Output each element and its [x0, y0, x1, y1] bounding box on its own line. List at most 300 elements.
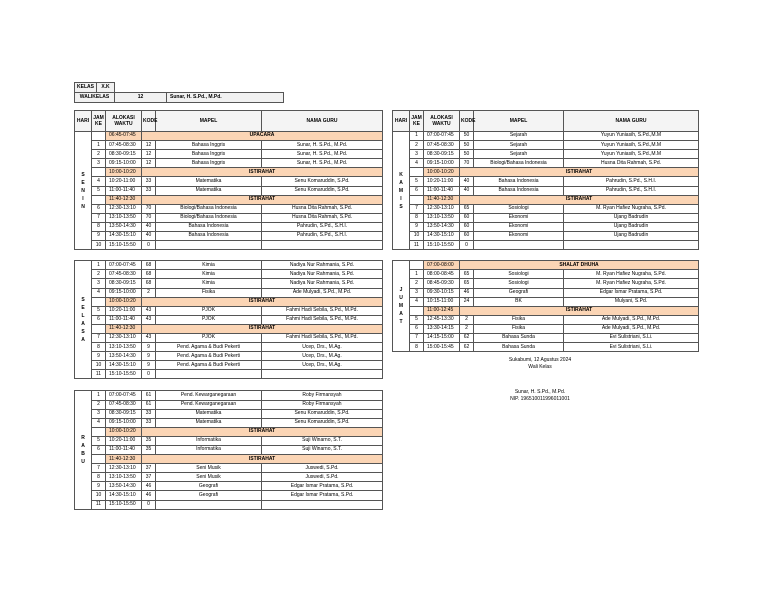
break-label: ISTIRAHAT — [142, 297, 383, 306]
jam-ke: 4 — [92, 418, 106, 427]
jam-ke: 3 — [410, 288, 424, 297]
jam-ke: 6 — [92, 315, 106, 324]
mapel: Sejarah — [474, 141, 564, 150]
jam-ke: 5 — [410, 315, 424, 324]
table-row — [393, 204, 699, 213]
jam-ke: 7 — [92, 464, 106, 473]
jam-ke: 8 — [92, 473, 106, 482]
nama-guru: Yuyun Yuniasih, S.Pd.,M.M — [564, 141, 699, 150]
alokasi-waktu: 13:50-14:30 — [106, 352, 142, 361]
nama-guru: Husna Dita Rahmah, S.Pd. — [564, 159, 699, 168]
kode: 46 — [142, 482, 156, 491]
mapel: Pend. Agama & Budi Pekerti — [156, 343, 262, 352]
jam-ke: 1 — [92, 261, 106, 270]
table-row — [75, 241, 383, 250]
nama-guru: Suji Winarno, S.T. — [262, 436, 383, 445]
kode: 40 — [460, 186, 474, 195]
jam-ke: 7 — [410, 204, 424, 213]
day-label-rabu: R A B U — [75, 391, 92, 509]
mapel: Matematika — [156, 177, 262, 186]
alokasi-waktu: 13:50-14:30 — [424, 222, 460, 231]
nama-guru: Ucep, Drs., M.Ag. — [262, 343, 383, 352]
kode: 50 — [460, 150, 474, 159]
alokasi-waktu: 14:30-15:10 — [106, 491, 142, 500]
jam-ke: 7 — [410, 333, 424, 342]
table-row — [393, 270, 699, 279]
jam-ke: 1 — [410, 270, 424, 279]
table-row — [75, 464, 383, 473]
nama-guru: M. Ryan Hafiez Nugraha, S.Pd. — [564, 279, 699, 288]
table-row — [75, 270, 383, 279]
nama-guru: Ade Mulyadi, S.Pd., M.Pd. — [564, 324, 699, 333]
alokasi-waktu: 11:40-12:30 — [106, 455, 142, 464]
day-spacer — [393, 250, 699, 261]
kode: 0 — [142, 370, 156, 379]
signature-name: Sunar, H. S.Pd., M.Pd. — [514, 389, 566, 395]
alokasi-waktu: 07:45-08:30 — [106, 270, 142, 279]
schedule-table-left — [74, 110, 383, 510]
kode: 9 — [142, 352, 156, 361]
nama-guru: Senu Komaruddin, S.Pd. — [262, 186, 383, 195]
mapel: Matematika — [156, 409, 262, 418]
jam-ke — [410, 168, 424, 177]
alokasi-waktu: 15:10-15:50 — [106, 370, 142, 379]
mapel: Informatika — [156, 436, 262, 445]
jam-ke: 4 — [92, 288, 106, 297]
jam-ke: 5 — [92, 436, 106, 445]
table-row — [75, 222, 383, 231]
walikelas-number: 12 — [115, 93, 167, 103]
alokasi-waktu: 07:45-08:30 — [106, 400, 142, 409]
kode: 12 — [142, 141, 156, 150]
nama-guru: Husna Dita Rahmah, S.Pd. — [262, 204, 383, 213]
alokasi-waktu: 15:10-15:50 — [106, 500, 142, 509]
mapel: Biologi/Bahasa Indonesia — [156, 204, 262, 213]
jam-ke: 8 — [410, 343, 424, 352]
day-spacer — [75, 379, 383, 391]
jam-ke: 2 — [410, 279, 424, 288]
alokasi-waktu: 11:00-12:45 — [424, 306, 460, 315]
nama-guru: Edgar Ismar Pratama, S.Pd. — [262, 491, 383, 500]
table-row — [393, 159, 699, 168]
signature-role: Wali Kelas — [528, 364, 552, 370]
mapel — [156, 500, 262, 509]
header-alokasi: ALOKASI WAKTU — [106, 111, 142, 132]
header-mapel: MAPEL — [156, 111, 262, 132]
alokasi-waktu: 07:00-08:00 — [424, 261, 460, 270]
table-row — [393, 288, 699, 297]
kode: 50 — [460, 141, 474, 150]
mapel: PJOK — [156, 315, 262, 324]
jam-ke: 7 — [92, 213, 106, 222]
table-row — [75, 473, 383, 482]
nama-guru: Roby Firmansyah — [262, 400, 383, 409]
jam-ke: 9 — [92, 482, 106, 491]
alokasi-waktu: 11:00-11:40 — [106, 186, 142, 195]
alokasi-waktu: 08:00-08:45 — [424, 270, 460, 279]
alokasi-waktu: 08:30-09:15 — [424, 150, 460, 159]
nama-guru: Fahmi Hadi Sebila, S.Pd., M.Pd. — [262, 306, 383, 315]
table-row — [393, 297, 699, 306]
alokasi-waktu: 13:10-13:50 — [106, 473, 142, 482]
mapel: Bahasa Inggris — [156, 141, 262, 150]
kode: 60 — [460, 222, 474, 231]
mapel: Bahasa Sunda — [474, 333, 564, 342]
kode: 43 — [142, 306, 156, 315]
table-row — [393, 132, 699, 141]
mapel: Seni Musik — [156, 473, 262, 482]
break-label: ISTIRAHAT — [142, 324, 383, 333]
jam-ke — [92, 324, 106, 333]
alokasi-waktu: 13:10-13:50 — [106, 213, 142, 222]
table-row — [75, 195, 383, 204]
alokasi-waktu: 11:40-12:30 — [424, 195, 460, 204]
mapel: Bahasa Inggris — [156, 159, 262, 168]
kode: 9 — [142, 361, 156, 370]
mapel: Pend. Agama & Budi Pekerti — [156, 361, 262, 370]
mapel: Geografi — [474, 288, 564, 297]
kode: 40 — [142, 232, 156, 241]
header-kode: KODE — [460, 111, 474, 132]
kode: 12 — [142, 150, 156, 159]
mapel: Bahasa Inggris — [156, 150, 262, 159]
kode: 33 — [142, 177, 156, 186]
table-row — [393, 306, 699, 315]
nama-guru: Mulyani, S.Pd. — [564, 297, 699, 306]
mapel — [474, 241, 564, 250]
table-row — [393, 177, 699, 186]
signature-block — [470, 357, 610, 403]
day-label-senin: S E N I N — [75, 132, 92, 250]
kode: 9 — [142, 343, 156, 352]
table-row — [75, 261, 383, 270]
kode: 46 — [460, 288, 474, 297]
walikelas-name: Sunar, H. S.Pd., M.Pd. — [167, 93, 284, 103]
jam-ke: 3 — [410, 150, 424, 159]
alokasi-waktu: 09:15-10:00 — [424, 159, 460, 168]
jam-ke: 4 — [410, 297, 424, 306]
alokasi-waktu: 15:00-15:45 — [424, 343, 460, 352]
alokasi-waktu: 09:15-10:00 — [106, 288, 142, 297]
alokasi-waktu: 11:40-12:30 — [106, 324, 142, 333]
nama-guru: Fahmi Hadi Sebila, S.Pd., M.Pd. — [262, 333, 383, 342]
table-row — [393, 324, 699, 333]
mapel: Kimia — [156, 279, 262, 288]
nama-guru: Evi Sulistriani, S.Li. — [564, 343, 699, 352]
alokasi-waktu: 14:30-15:10 — [424, 232, 460, 241]
kode: 37 — [142, 464, 156, 473]
schedule-table-right — [392, 110, 699, 352]
walikelas-label: WALIKELAS — [75, 93, 115, 103]
jam-ke: 6 — [410, 186, 424, 195]
kode: 46 — [142, 491, 156, 500]
mapel: Pend. Kewarganegaraan — [156, 391, 262, 400]
alokasi-waktu: 09:15-10:00 — [106, 159, 142, 168]
jam-ke — [92, 195, 106, 204]
table-row — [393, 195, 699, 204]
mapel — [156, 370, 262, 379]
jam-ke: 5 — [92, 306, 106, 315]
table-row — [393, 333, 699, 342]
nama-guru: Senu Komaruddin, S.Pd. — [262, 177, 383, 186]
table-row — [75, 141, 383, 150]
alokasi-waktu: 07:00-07:45 — [424, 132, 460, 141]
alokasi-waktu: 12:30-13:10 — [424, 204, 460, 213]
mapel: Bahasa Indonesia — [474, 177, 564, 186]
table-row — [75, 333, 383, 342]
kode: 12 — [142, 159, 156, 168]
jam-ke: 4 — [410, 159, 424, 168]
nama-guru: Ucep, Drs., M.Ag. — [262, 352, 383, 361]
alokasi-waktu: 10:00-10:20 — [106, 168, 142, 177]
break-label: SHALAT DHUHA — [460, 261, 699, 270]
alokasi-waktu: 09:15-10:00 — [106, 418, 142, 427]
jam-ke: 10 — [92, 361, 106, 370]
kode: 0 — [142, 500, 156, 509]
table-row — [75, 482, 383, 491]
table-row — [75, 361, 383, 370]
jam-ke: 6 — [92, 204, 106, 213]
nama-guru: Nadiya Nur Rahmania, S.Pd. — [262, 270, 383, 279]
table-header — [393, 111, 699, 132]
mapel: Sosiologi — [474, 270, 564, 279]
jam-ke: 7 — [92, 333, 106, 342]
kode: 40 — [460, 177, 474, 186]
mapel: PJOK — [156, 306, 262, 315]
jam-ke: 10 — [92, 491, 106, 500]
alokasi-waktu: 12:30-13:10 — [106, 464, 142, 473]
jam-ke: 2 — [92, 150, 106, 159]
nama-guru: M. Ryan Hafiez Nugraha, S.Pd. — [564, 270, 699, 279]
nama-guru: Senu Komaruddin, S.Pd. — [262, 409, 383, 418]
table-row — [75, 427, 383, 436]
kode: 65 — [460, 279, 474, 288]
mapel: Biologi/Bahasa Indonesia — [474, 159, 564, 168]
jam-ke: 1 — [92, 141, 106, 150]
nama-guru: Nadiya Nur Rahmania, S.Pd. — [262, 279, 383, 288]
jam-ke: 3 — [92, 159, 106, 168]
kode: 0 — [460, 241, 474, 250]
jam-ke: 6 — [410, 324, 424, 333]
jam-ke — [410, 261, 424, 270]
table-row — [75, 288, 383, 297]
nama-guru: Yuyun Yuniasih, S.Pd.,M.M — [564, 132, 699, 141]
kode: 70 — [460, 159, 474, 168]
table-row — [393, 241, 699, 250]
mapel: Sosiologi — [474, 204, 564, 213]
break-label: ISTIRAHAT — [460, 168, 699, 177]
alokasi-waktu: 10:20-11:00 — [106, 436, 142, 445]
jam-ke: 11 — [92, 370, 106, 379]
table-row — [75, 491, 383, 500]
jam-ke: 5 — [410, 177, 424, 186]
kode: 62 — [460, 343, 474, 352]
table-row — [393, 343, 699, 352]
table-row — [393, 186, 699, 195]
nama-guru: Suji Winarno, S.T. — [262, 446, 383, 455]
kode: 33 — [142, 409, 156, 418]
kode: 65 — [460, 204, 474, 213]
table-row — [75, 315, 383, 324]
kode: 50 — [460, 132, 474, 141]
jam-ke: 2 — [92, 270, 106, 279]
table-row — [75, 168, 383, 177]
kode: 60 — [460, 232, 474, 241]
jam-ke: 2 — [92, 400, 106, 409]
alokasi-waktu: 10:20-11:00 — [106, 306, 142, 315]
table-row — [393, 222, 699, 231]
table-row — [75, 391, 383, 400]
alokasi-waktu: 07:00-07:45 — [106, 261, 142, 270]
alokasi-waktu: 08:30-09:15 — [106, 279, 142, 288]
kode: 68 — [142, 279, 156, 288]
table-row — [75, 418, 383, 427]
alokasi-waktu: 06:45-07:45 — [106, 132, 142, 141]
nama-guru — [262, 370, 383, 379]
jam-ke — [92, 297, 106, 306]
table-row — [393, 213, 699, 222]
mapel: Matematika — [156, 418, 262, 427]
jam-ke: 11 — [92, 500, 106, 509]
kode: 43 — [142, 315, 156, 324]
signature-nip: NIP. 196510011996011001 — [510, 396, 570, 402]
jam-ke — [92, 427, 106, 436]
table-row — [75, 455, 383, 464]
jam-ke: 9 — [92, 352, 106, 361]
alokasi-waktu: 11:00-11:40 — [106, 446, 142, 455]
kode: 61 — [142, 391, 156, 400]
table-row — [75, 409, 383, 418]
break-label: ISTIRAHAT — [142, 195, 383, 204]
nama-guru: Nadiya Nur Rahmania, S.Pd. — [262, 261, 383, 270]
jam-ke — [92, 168, 106, 177]
header-guru: NAMA GURU — [262, 111, 383, 132]
nama-guru: Ucep, Drs., M.Ag. — [262, 361, 383, 370]
jam-ke: 8 — [92, 222, 106, 231]
nama-guru: M. Ryan Hafiez Nugraha, S.Pd. — [564, 204, 699, 213]
kode: 68 — [142, 261, 156, 270]
alokasi-waktu: 07:45-08:30 — [106, 141, 142, 150]
nama-guru: Juswedi, S.Pd. — [262, 473, 383, 482]
alokasi-waktu: 10:00-10:20 — [106, 297, 142, 306]
jam-ke — [410, 195, 424, 204]
jam-ke — [92, 455, 106, 464]
table-row — [393, 168, 699, 177]
nama-guru: Edgar Ismar Pratama, S.Pd. — [564, 288, 699, 297]
jam-ke: 4 — [92, 177, 106, 186]
jam-ke: 1 — [92, 391, 106, 400]
alokasi-waktu: 13:50-14:30 — [106, 482, 142, 491]
nama-guru: Sunar, H. S.Pd., M.Pd. — [262, 159, 383, 168]
class-info-table — [74, 82, 284, 103]
table-row — [393, 315, 699, 324]
mapel: Biologi/Bahasa Indonesia — [156, 213, 262, 222]
mapel: Ekonomi — [474, 222, 564, 231]
alokasi-waktu: 10:00-10:20 — [424, 168, 460, 177]
mapel: BK — [474, 297, 564, 306]
jam-ke: 9 — [92, 232, 106, 241]
table-row — [75, 186, 383, 195]
kode: 35 — [142, 436, 156, 445]
header-kode: KODE — [142, 111, 156, 132]
break-label: ISTIRAHAT — [142, 455, 383, 464]
header-hari: HARI — [75, 111, 92, 132]
kode: 2 — [460, 324, 474, 333]
nama-guru: Yuyun Yuniasih, S.Pd.,M.M — [564, 150, 699, 159]
table-row — [75, 306, 383, 315]
mapel: Bahasa Sunda — [474, 343, 564, 352]
jam-ke: 1 — [410, 132, 424, 141]
jam-ke: 8 — [410, 213, 424, 222]
table-row — [75, 500, 383, 509]
header-guru: NAMA GURU — [564, 111, 699, 132]
table-row — [75, 370, 383, 379]
kode: 68 — [142, 270, 156, 279]
alokasi-waktu: 08:30-09:15 — [106, 409, 142, 418]
mapel: Ekonomi — [474, 232, 564, 241]
alokasi-waktu: 15:10-15:50 — [106, 241, 142, 250]
header-mapel: MAPEL — [474, 111, 564, 132]
nama-guru: Pahrudin, S.Pd., S.H.I. — [564, 186, 699, 195]
nama-guru: Juswedi, S.Pd. — [262, 464, 383, 473]
break-label: ISTIRAHAT — [460, 195, 699, 204]
alokasi-waktu: 12:45-13:30 — [424, 315, 460, 324]
mapel: Kimia — [156, 270, 262, 279]
mapel: PJOK — [156, 333, 262, 342]
kode: 70 — [142, 204, 156, 213]
jam-ke — [410, 306, 424, 315]
nama-guru: Husna Dita Rahmah, S.Pd. — [262, 213, 383, 222]
mapel: Sejarah — [474, 132, 564, 141]
table-row — [75, 204, 383, 213]
table-row — [75, 446, 383, 455]
nama-guru: Edgar Ismar Pratama, S.Pd. — [262, 482, 383, 491]
table-row — [393, 150, 699, 159]
alokasi-waktu: 13:50-14:30 — [106, 222, 142, 231]
nama-guru: Pahrudin, S.Pd., S.H.I. — [262, 232, 383, 241]
table-row — [75, 279, 383, 288]
nama-guru: Ujang Badrudin — [564, 213, 699, 222]
day-label-kamis: K A M I S — [393, 132, 410, 250]
alokasi-waktu: 10:20-11:00 — [106, 177, 142, 186]
nama-guru: Roby Firmansyah — [262, 391, 383, 400]
alokasi-waktu: 13:10-13:50 — [424, 213, 460, 222]
jam-ke: 5 — [92, 186, 106, 195]
alokasi-waktu: 10:00-10:20 — [106, 427, 142, 436]
table-row — [75, 324, 383, 333]
mapel: Bahasa Indonesia — [156, 232, 262, 241]
kode: 0 — [142, 241, 156, 250]
table-row — [393, 232, 699, 241]
jam-ke: 2 — [410, 141, 424, 150]
table-row — [75, 297, 383, 306]
table-row — [75, 177, 383, 186]
alokasi-waktu: 08:45-09:30 — [424, 279, 460, 288]
mapel: Bahasa Indonesia — [474, 186, 564, 195]
header-alokasi: ALOKASI WAKTU — [424, 111, 460, 132]
mapel: Sejarah — [474, 150, 564, 159]
kode: 65 — [460, 270, 474, 279]
alokasi-waktu: 14:15-15:00 — [424, 333, 460, 342]
nama-guru: Sunar, H. S.Pd., M.Pd. — [262, 150, 383, 159]
alokasi-waktu: 11:00-11:40 — [424, 186, 460, 195]
kode: 61 — [142, 400, 156, 409]
jam-ke — [92, 132, 106, 141]
kode: 2 — [460, 315, 474, 324]
kode: 24 — [460, 297, 474, 306]
break-label: ISTIRAHAT — [460, 306, 699, 315]
table-header — [75, 111, 383, 132]
